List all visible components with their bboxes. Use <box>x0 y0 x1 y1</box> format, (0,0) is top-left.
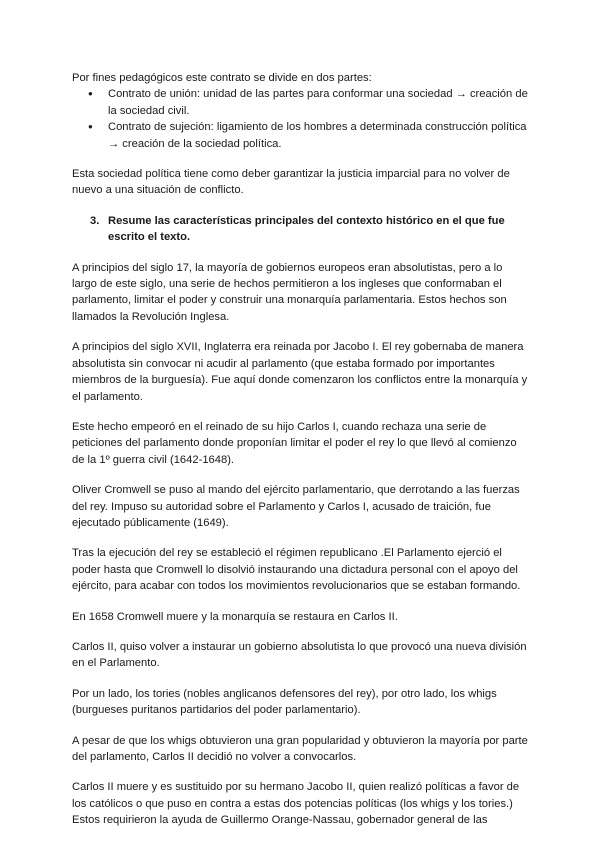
paragraph: Carlos II, quiso volver a instaurar un gobierno absolutista lo que provocó una nueva división en el Parlamento. <box>72 640 527 670</box>
paragraph: Este hecho empeoró en el reinado de su hijo Carlos I, cuando rechaza una serie de peticiones del parlamento donde proponían limitar el poder el rey lo que llevó al comienzo de la 1º guerra civil (1642-1648). <box>72 420 517 466</box>
heading-number: 3. <box>90 214 100 227</box>
section-heading <box>72 213 528 246</box>
paragraph-sociedad-politica: Esta sociedad política tiene como deber garantizar la justicia imparcial para no volver de nuevo a una situación de conflicto. <box>72 168 510 197</box>
paragraph: Por un lado, los tories (nobles anglicanos defensores del rey), por otro lado, los whigs (burgueses puritanos partidarios del poder parlamentario). <box>72 687 497 717</box>
paragraph: En 1658 Cromwell muere y la monarquía se restaura en Carlos II. <box>72 610 398 623</box>
intro-text: Por fines pedagógicos este contrato se divide en dos partes: <box>72 72 372 84</box>
contract-parts-list <box>72 86 528 152</box>
list-item-sujecion: ● Contrato de sujeción: ligamiento de los hombres a determinada construcción política → creación de la sociedad política. <box>72 119 528 152</box>
document-page <box>72 70 528 829</box>
paragraph: A pesar de que los whigs obtuvieron una gran popularidad y obtuvieron la mayoría por parte del parlamento, Carlos II decidió no volver a convocarlos. <box>72 734 528 763</box>
heading-text: Resume las características principales del contexto histórico en el que fue escrito el texto. <box>108 214 505 244</box>
paragraph: Carlos II muere y es sustituido por su hermano Jacobo II, quien realizó políticas a favor de los católicos o que puso en contra a estas dos potencias políticas (los whigs y los tories.) Estos requirieron la ayuda de Guillermo Orange-Nassau, gobernador general de las <box>72 781 520 827</box>
paragraph: A principios del siglo XVII, Inglaterra era reinada por Jacobo I. El rey gobernaba de manera absolutista sin convocar ni acudir al parlamento (que estaba formado por importantes miembros de la burguesía). Fue aquí donde comenzaron los conflictos entre la monarquía y el parlamento. <box>72 341 528 403</box>
paragraph: Tras la ejecución del rey se estableció el régimen republicano .El Parlamento ejerció el poder hasta que Cromwell lo disolvió instaurando una dictadura personal con el apoyo del ejército, para acabar con todos los movimientos revolucionarios que se estaban formando. <box>72 547 521 593</box>
paragraph: A principios del siglo 17, la mayoría de gobiernos europeos eran absolutistas, pero a lo largo de este siglo, una serie de hechos permitieron a los ingleses que conformaban el parlamento, limitar el poder y construir una monarquía parlamentaria. Estos hechos son llamados la Revolución Inglesa. <box>72 261 507 323</box>
list-item-union: ● Contrato de unión: unidad de las partes para conformar una sociedad → creación de la sociedad civil. <box>72 86 528 119</box>
paragraph: Oliver Cromwell se puso al mando del ejército parlamentario, que derrotando a las fuerzas del rey. Impuso su autoridad sobre el Parlamento y Carlos I, acusado de traición, fue ejecutado públicamente (1649). <box>72 484 520 529</box>
